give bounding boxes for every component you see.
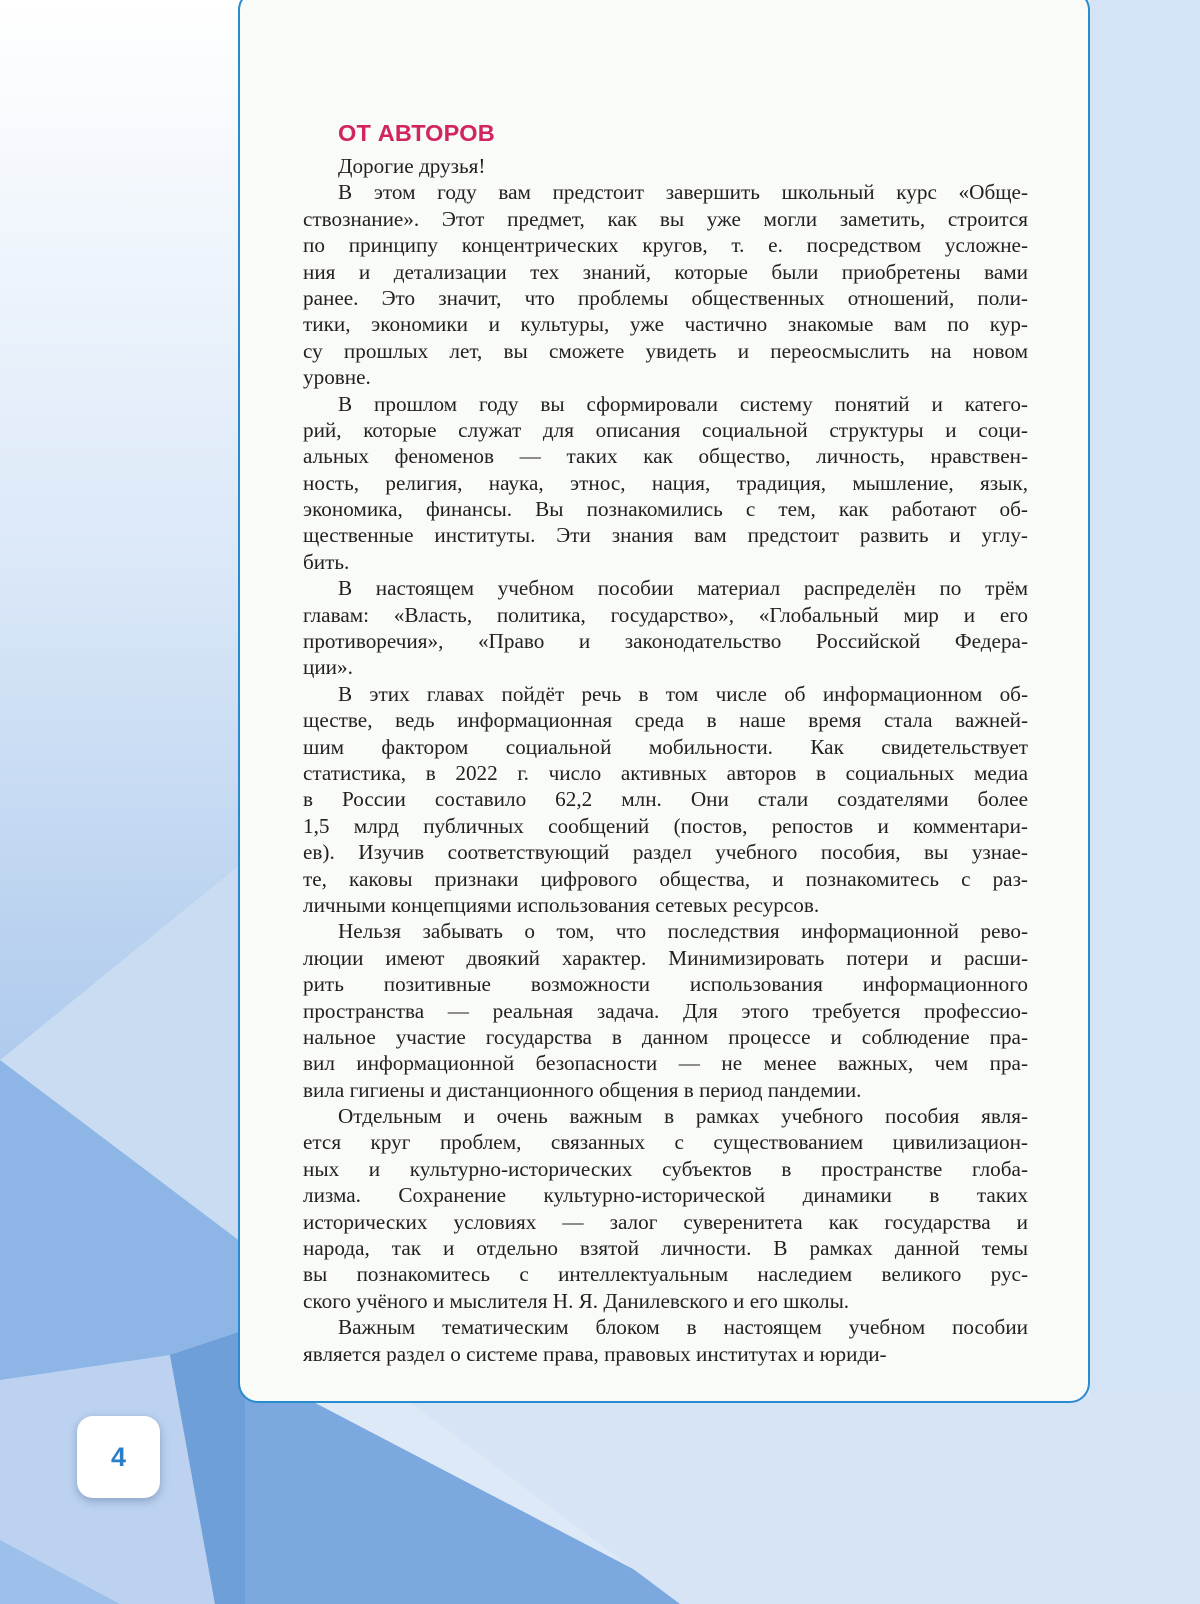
- text-line: ность, религия, наука, этнос, нация, традиция, мышление, язык,: [303, 470, 1028, 495]
- text-line: рий, которые служат для описания социальной структуры и соци-: [303, 417, 1028, 442]
- text-line: ния и детализации тех знаний, которые были приобретены вами: [303, 259, 1028, 284]
- text-line: Отдельным и очень важным в рамках учебного пособия явля-: [338, 1104, 1028, 1129]
- text-line: ществе, ведь информационная среда в наше время стала важней-: [303, 708, 1028, 733]
- text-line: В этом году вам предстоит завершить школьный курс «Обще-: [338, 180, 1028, 205]
- text-line: народа, так и отдельно взятой личности. В рамках данной темы: [303, 1236, 1028, 1261]
- text-line: экономика, финансы. Вы познакомились с тем, как работают об-: [303, 497, 1028, 522]
- text-line: вы познакомитесь с интеллектуальным наследием великого рус-: [303, 1262, 1028, 1287]
- text-line: вил информационной безопасности — не менее важных, чем пра-: [303, 1051, 1028, 1076]
- text-line: по принципу концентрических кругов, т. е. посредством усложне-: [303, 233, 1028, 258]
- paragraph: [303, 575, 1028, 681]
- text-line: В этих главах пойдёт речь в том числе об информационном об-: [338, 681, 1028, 706]
- text-line: вила гигиены и дистанционного общения в период пандемии.: [303, 1077, 862, 1102]
- text-line: ется круг проблем, связанных с существованием цивилизацион-: [303, 1130, 1028, 1155]
- text-line: В настоящем учебном пособии материал распределён по трём: [338, 576, 1028, 601]
- paragraph: [303, 153, 1028, 179]
- text-line: исторических условиях — залог суверенитета как государства и: [303, 1209, 1028, 1234]
- text-line: су прошлых лет, вы сможете увидеть и переосмыслить на новом: [303, 338, 1028, 363]
- text-line: Дорогие друзья!: [338, 154, 486, 178]
- text-line: щественные институты. Эти знания вам предстоит развить и углу-: [303, 523, 1028, 548]
- text-line: люции имеют двоякий характер. Минимизировать потери и расши-: [303, 945, 1028, 970]
- text-line: рить позитивные возможности использования информационного: [303, 972, 1028, 997]
- text-line: бить.: [303, 549, 350, 574]
- text-line: ранее. Это значит, что проблемы общественных отношений, поли-: [303, 285, 1028, 310]
- page-number: 4: [110, 1441, 127, 1472]
- text-line: в России составило 62,2 млн. Они стали создателями более: [303, 787, 1028, 812]
- text-line: ского учёного и мыслителя Н. Я. Данилевского и его школы.: [303, 1288, 850, 1313]
- text-line: уровне.: [303, 365, 371, 390]
- text-line: нальное участие государства в данном процессе и соблюдение пра-: [303, 1024, 1028, 1049]
- page-content: [303, 118, 1028, 1367]
- page-number-badge: [77, 1416, 160, 1498]
- text-line: ных и культурно-исторических субъектов в пространстве глоба-: [303, 1156, 1028, 1181]
- body-text: [303, 153, 1028, 1367]
- section-heading: ОТ АВТОРОВ: [338, 120, 495, 146]
- paragraph: [303, 1314, 1028, 1367]
- text-line: противоречия», «Право и законодательство Российской Федера-: [303, 629, 1028, 654]
- text-line: шим фактором социальной мобильности. Как свидетельствует: [303, 734, 1028, 759]
- text-line: Важным тематическим блоком в настоящем учебном пособии: [338, 1315, 1028, 1340]
- paragraph: [303, 1103, 1028, 1314]
- paragraph: [303, 179, 1028, 390]
- text-line: ев). Изучив соответствующий раздел учебного пособия, вы узнае-: [303, 840, 1028, 865]
- text-line: альных феноменов — таких как общество, личность, нравствен-: [303, 444, 1028, 469]
- text-line: Нельзя забывать о том, что последствия информационной рево-: [338, 919, 1028, 944]
- paragraph: [303, 918, 1028, 1103]
- text-line: статистика, в 2022 г. число активных авторов в социальных медиа: [303, 760, 1028, 785]
- paragraph: [303, 391, 1028, 576]
- paragraph: [303, 681, 1028, 919]
- text-line: тики, экономики и культуры, уже частично знакомые вам по кур-: [303, 312, 1028, 337]
- text-line: ствознание». Этот предмет, как вы уже могли заметить, строится: [303, 206, 1028, 231]
- text-line: личными концепциями использования сетевых ресурсов.: [303, 892, 820, 917]
- text-line: является раздел о системе права, правовых институтах и юриди-: [303, 1341, 887, 1366]
- text-line: те, каковы признаки цифрового общества, и познакомитесь с раз-: [303, 866, 1028, 891]
- text-line: пространства — реальная задача. Для этого требуется профессио-: [303, 998, 1028, 1023]
- text-line: 1,5 млрд публичных сообщений (постов, репостов и комментари-: [303, 813, 1028, 838]
- text-line: главам: «Власть, политика, государство», «Глобальный мир и его: [303, 602, 1028, 627]
- text-line: В прошлом году вы сформировали систему понятий и катего-: [338, 391, 1028, 416]
- text-line: ции».: [303, 655, 353, 680]
- text-line: лизма. Сохранение культурно-исторической динамики в таких: [303, 1183, 1028, 1208]
